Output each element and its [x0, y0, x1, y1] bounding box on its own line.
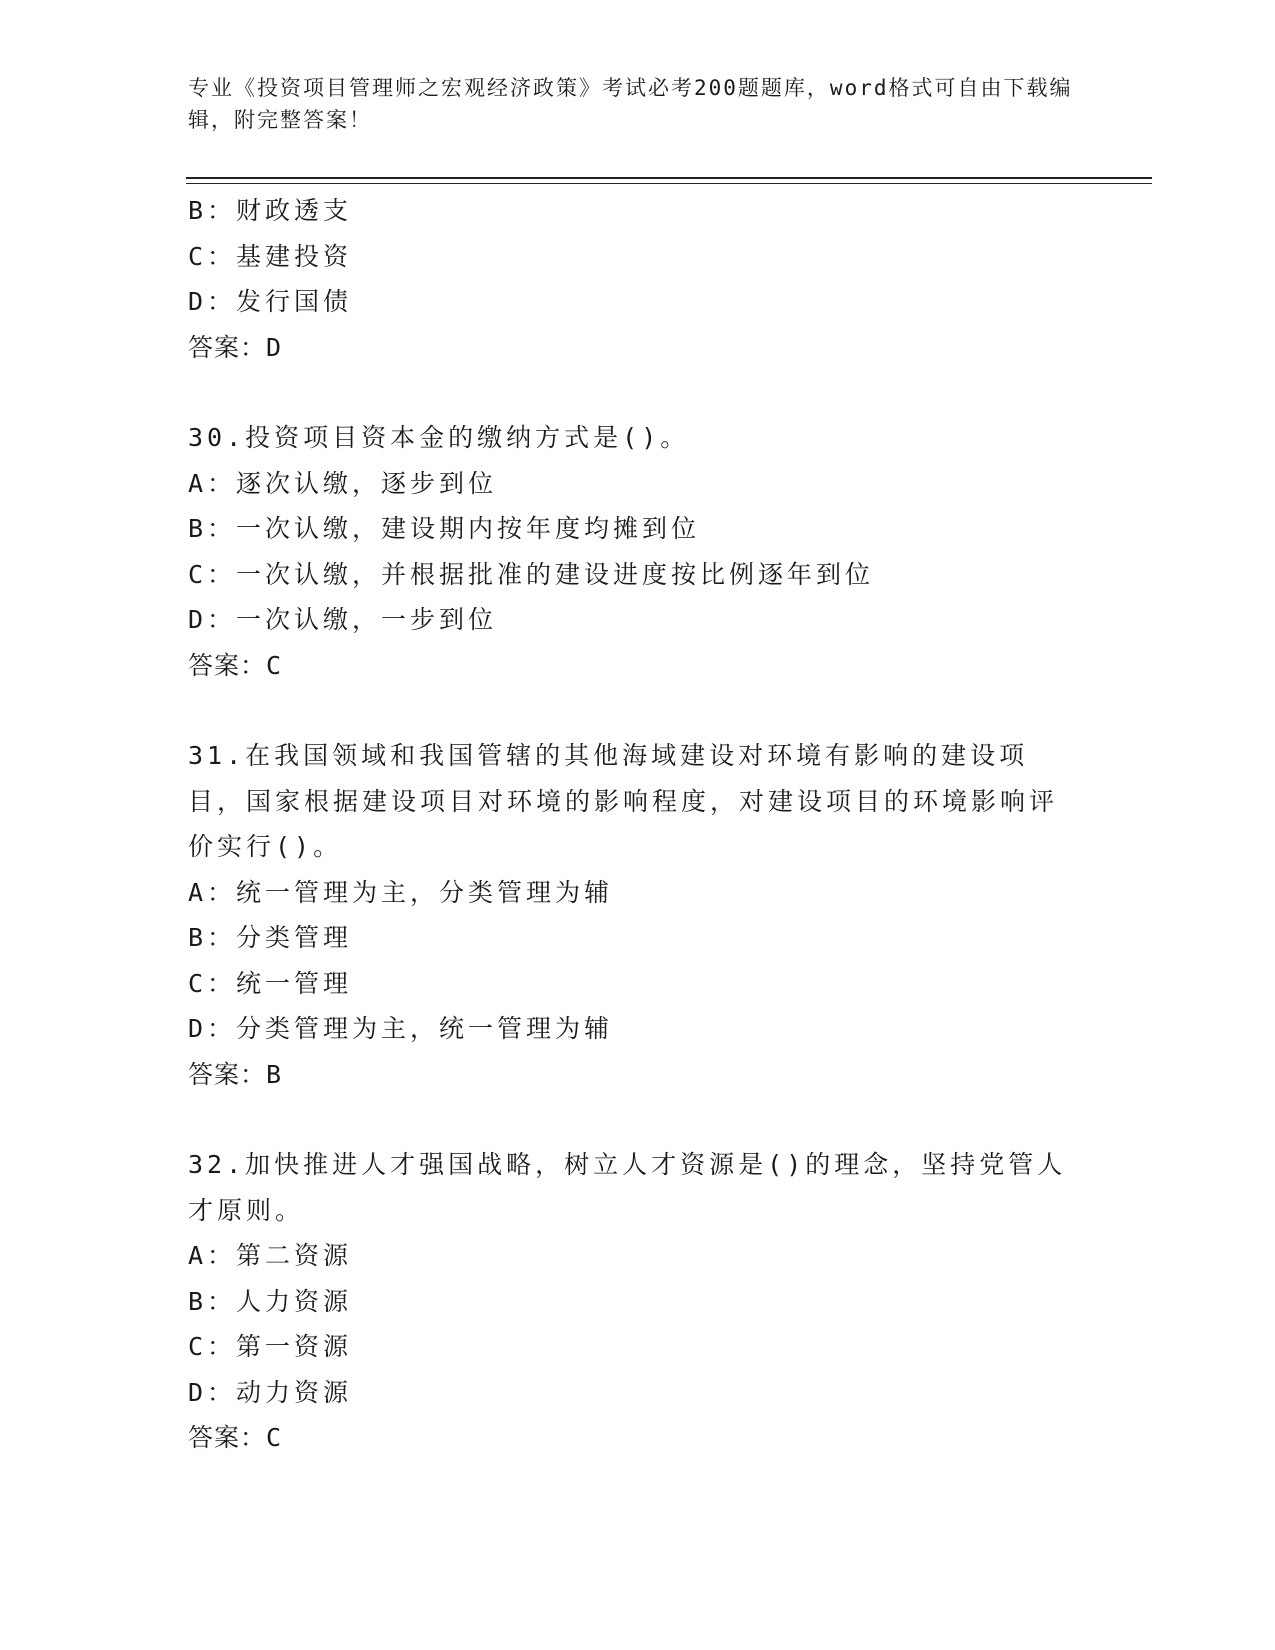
option-c: C：第一资源	[188, 1332, 353, 1361]
option-b: B：分类管理	[188, 923, 353, 952]
option-d: D：分类管理为主，统一管理为辅	[188, 1014, 614, 1043]
question-30	[188, 415, 1088, 688]
question-31	[188, 733, 1088, 1097]
page-header: 专业《投资项目管理师之宏观经济政策》考试必考200题题库，word格式可自由下载编辑，附完整答案！	[188, 76, 1073, 132]
previous-question-tail	[188, 188, 1088, 370]
option-a: A：统一管理为主，分类管理为辅	[188, 877, 614, 907]
answer-line: 答案：D	[188, 332, 283, 362]
option-d: D：一次认缴，一步到位	[188, 605, 498, 634]
option-c: C：一次认缴，并根据批准的建设进度按比例逐年到位	[188, 559, 875, 589]
option-c: C：基建投资	[188, 241, 353, 271]
question-32	[188, 1142, 1088, 1461]
option-b: B：一次认缴，建设期内按年度均摊到位	[188, 514, 701, 543]
option-a: A：逐次认缴，逐步到位	[188, 468, 498, 498]
document-body	[188, 188, 1088, 1461]
option-b: B：人力资源	[188, 1286, 353, 1316]
question-text: 30.投资项目资本金的缴纳方式是()。	[188, 423, 690, 452]
question-text: 32.加快推进人才强国战略，树立人才资源是()的理念，坚持党管人才原则。	[188, 1150, 1067, 1225]
header-divider	[186, 177, 1152, 179]
option-b: B：财政透支	[188, 196, 353, 225]
option-d: D：动力资源	[188, 1377, 353, 1407]
answer-line: 答案：C	[188, 1423, 283, 1452]
option-c: C：统一管理	[188, 968, 353, 998]
answer-line: 答案：B	[188, 1059, 283, 1089]
option-d: D：发行国债	[188, 287, 353, 316]
question-text: 31.在我国领域和我国管辖的其他海域建设对环境有影响的建设项目，国家根据建设项目对环境的影响程度，对建设项目的环境影响评价实行()。	[188, 741, 1059, 861]
header-divider-secondary	[186, 183, 1152, 184]
answer-line: 答案：C	[188, 650, 283, 680]
option-a: A：第二资源	[188, 1241, 353, 1270]
